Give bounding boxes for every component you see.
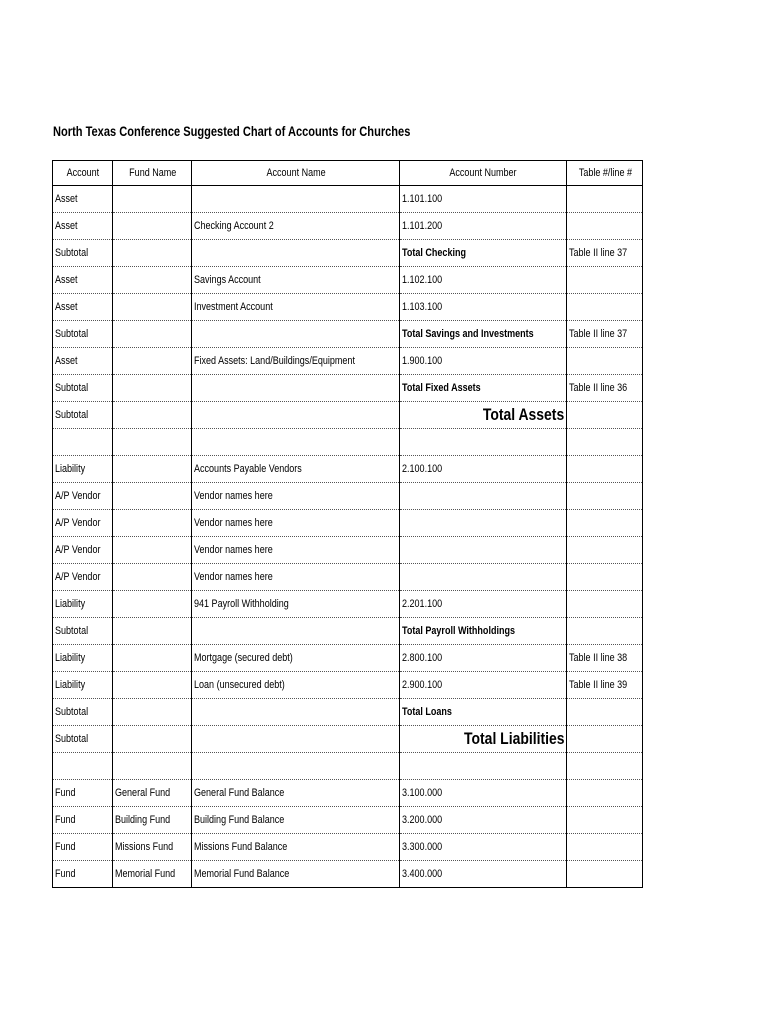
- cell-fund-name[interactable]: [113, 321, 192, 348]
- cell-account-name[interactable]: Checking Account 2: [192, 213, 400, 240]
- table-row: [53, 483, 643, 510]
- cell-fund-name[interactable]: [113, 753, 192, 780]
- cell-account[interactable]: Subtotal: [53, 321, 113, 348]
- cell-account[interactable]: A/P Vendor: [53, 483, 113, 510]
- cell-table-line[interactable]: [567, 186, 643, 213]
- cell-fund-name[interactable]: Missions Fund: [113, 834, 192, 861]
- cell-table-line[interactable]: [567, 753, 643, 780]
- cell-account[interactable]: Fund: [53, 807, 113, 834]
- cell-table-line[interactable]: [567, 294, 643, 321]
- cell-account-name[interactable]: Vendor names here: [192, 564, 400, 591]
- cell-account[interactable]: Asset: [53, 294, 113, 321]
- cell-table-line[interactable]: [567, 591, 643, 618]
- cell-account-name[interactable]: [192, 699, 400, 726]
- cell-fund-name[interactable]: Memorial Fund: [113, 861, 192, 888]
- cell-account-name[interactable]: [192, 618, 400, 645]
- cell-account-number[interactable]: 3.300.000: [400, 834, 567, 861]
- cell-account-name[interactable]: Investment Account: [192, 294, 400, 321]
- cell-account-number[interactable]: 2.800.100: [400, 645, 567, 672]
- cell-fund-name[interactable]: [113, 483, 192, 510]
- cell-table-line[interactable]: [567, 699, 643, 726]
- cell-account[interactable]: Fund: [53, 861, 113, 888]
- cell-account-number[interactable]: [400, 510, 567, 537]
- table-row: [53, 348, 643, 375]
- cell-fund-name[interactable]: [113, 348, 192, 375]
- cell-account-name[interactable]: 941 Payroll Withholding: [192, 591, 400, 618]
- cell-account[interactable]: Asset: [53, 348, 113, 375]
- table-row: [53, 861, 643, 888]
- cell-account-number[interactable]: 2.900.100: [400, 672, 567, 699]
- cell-table-line[interactable]: [567, 267, 643, 294]
- cell-fund-name[interactable]: [113, 375, 192, 402]
- cell-account-number[interactable]: 3.100.000: [400, 780, 567, 807]
- cell-fund-name[interactable]: [113, 213, 192, 240]
- cell-account[interactable]: Asset: [53, 267, 113, 294]
- cell-account-name[interactable]: Loan (unsecured debt): [192, 672, 400, 699]
- cell-account-number[interactable]: [400, 537, 567, 564]
- cell-table-line[interactable]: [567, 564, 643, 591]
- cell-account[interactable]: Liability: [53, 645, 113, 672]
- cell-account-name[interactable]: Vendor names here: [192, 537, 400, 564]
- cell-account-name[interactable]: Memorial Fund Balance: [192, 861, 400, 888]
- table-row: [53, 294, 643, 321]
- cell-table-line[interactable]: [567, 834, 643, 861]
- cell-account-name[interactable]: [192, 186, 400, 213]
- cell-account-number[interactable]: Total Savings and Investments: [400, 321, 567, 348]
- table-row: [53, 834, 643, 861]
- table-row: [53, 537, 643, 564]
- cell-account-number[interactable]: 1.103.100: [400, 294, 567, 321]
- table-row: [53, 753, 643, 780]
- cell-account[interactable]: Asset: [53, 213, 113, 240]
- cell-account-name[interactable]: Building Fund Balance: [192, 807, 400, 834]
- table-row: [53, 375, 643, 402]
- cell-account[interactable]: Liability: [53, 672, 113, 699]
- cell-account-name[interactable]: [192, 321, 400, 348]
- cell-account-number[interactable]: 1.101.200: [400, 213, 567, 240]
- cell-account-name[interactable]: Vendor names here: [192, 483, 400, 510]
- cell-table-line[interactable]: [567, 348, 643, 375]
- table-row: [53, 240, 643, 267]
- cell-account[interactable]: [53, 753, 113, 780]
- cell-table-line[interactable]: Table II line 36: [567, 375, 643, 402]
- cell-account-number[interactable]: 2.100.100: [400, 456, 567, 483]
- cell-table-line[interactable]: Table II line 37: [567, 240, 643, 267]
- cell-account[interactable]: Fund: [53, 780, 113, 807]
- cell-fund-name[interactable]: [113, 618, 192, 645]
- cell-fund-name[interactable]: [113, 267, 192, 294]
- cell-grand-total[interactable]: Total Liabilities: [400, 726, 567, 753]
- cell-account[interactable]: Liability: [53, 456, 113, 483]
- header-row: [53, 161, 643, 186]
- cell-account-name[interactable]: General Fund Balance: [192, 780, 400, 807]
- page-title: North Texas Conference Suggested Chart of Accounts for Churches: [53, 124, 411, 139]
- table-row: [53, 591, 643, 618]
- cell-account-name[interactable]: Missions Fund Balance: [192, 834, 400, 861]
- cell-account[interactable]: Subtotal: [53, 726, 113, 753]
- cell-account[interactable]: A/P Vendor: [53, 537, 113, 564]
- cell-fund-name[interactable]: General Fund: [113, 780, 192, 807]
- cell-account-number[interactable]: [400, 429, 567, 456]
- cell-fund-name[interactable]: [113, 240, 192, 267]
- cell-table-line[interactable]: [567, 456, 643, 483]
- cell-table-line[interactable]: Table II line 39: [567, 672, 643, 699]
- table-row: [53, 618, 643, 645]
- cell-account-name[interactable]: [192, 375, 400, 402]
- cell-account-number[interactable]: 2.201.100: [400, 591, 567, 618]
- cell-account-name[interactable]: [192, 726, 400, 753]
- cell-fund-name[interactable]: [113, 294, 192, 321]
- cell-table-line[interactable]: [567, 402, 643, 429]
- cell-account[interactable]: Asset: [53, 186, 113, 213]
- cell-table-line[interactable]: [567, 483, 643, 510]
- table-row: [53, 780, 643, 807]
- cell-account-name[interactable]: [192, 429, 400, 456]
- cell-account[interactable]: Fund: [53, 834, 113, 861]
- table-row: [53, 186, 643, 213]
- header-account-number: Account Number: [400, 161, 567, 186]
- cell-table-line[interactable]: [567, 429, 643, 456]
- cell-account-name[interactable]: Accounts Payable Vendors: [192, 456, 400, 483]
- cell-table-line[interactable]: [567, 618, 643, 645]
- cell-account[interactable]: Subtotal: [53, 375, 113, 402]
- table-row: [53, 672, 643, 699]
- cell-table-line[interactable]: [567, 861, 643, 888]
- header-account: Account: [53, 161, 113, 186]
- cell-fund-name[interactable]: [113, 726, 192, 753]
- cell-account-number[interactable]: [400, 753, 567, 780]
- cell-account[interactable]: [53, 429, 113, 456]
- table-row: [53, 807, 643, 834]
- cell-account[interactable]: Liability: [53, 591, 113, 618]
- cell-account-number[interactable]: 3.400.000: [400, 861, 567, 888]
- table-row: [53, 564, 643, 591]
- cell-fund-name[interactable]: [113, 591, 192, 618]
- cell-account-number[interactable]: Total Fixed Assets: [400, 375, 567, 402]
- cell-account[interactable]: Subtotal: [53, 240, 113, 267]
- cell-fund-name[interactable]: [113, 402, 192, 429]
- cell-account-number[interactable]: [400, 564, 567, 591]
- cell-table-line[interactable]: [567, 780, 643, 807]
- cell-fund-name[interactable]: [113, 510, 192, 537]
- cell-account-name[interactable]: Mortgage (secured debt): [192, 645, 400, 672]
- cell-account-number[interactable]: 1.900.100: [400, 348, 567, 375]
- cell-account-number[interactable]: 1.101.100: [400, 186, 567, 213]
- cell-account-name[interactable]: [192, 402, 400, 429]
- header-account-name: Account Name: [192, 161, 400, 186]
- chart-of-accounts-table: [52, 160, 643, 888]
- header-table-line: Table #/line #: [567, 161, 643, 186]
- table-row: [53, 456, 643, 483]
- cell-account-number[interactable]: 3.200.000: [400, 807, 567, 834]
- cell-table-line[interactable]: Table II line 38: [567, 645, 643, 672]
- cell-table-line[interactable]: [567, 807, 643, 834]
- cell-account[interactable]: Subtotal: [53, 699, 113, 726]
- cell-account-number[interactable]: Total Loans: [400, 699, 567, 726]
- cell-table-line[interactable]: [567, 213, 643, 240]
- cell-fund-name[interactable]: [113, 645, 192, 672]
- cell-account[interactable]: A/P Vendor: [53, 564, 113, 591]
- cell-account[interactable]: Subtotal: [53, 618, 113, 645]
- cell-table-line[interactable]: Table II line 37: [567, 321, 643, 348]
- cell-fund-name[interactable]: [113, 429, 192, 456]
- cell-grand-total[interactable]: Total Assets: [400, 402, 567, 429]
- cell-account-number[interactable]: Total Payroll Withholdings: [400, 618, 567, 645]
- cell-account[interactable]: A/P Vendor: [53, 510, 113, 537]
- cell-account-name[interactable]: [192, 753, 400, 780]
- cell-table-line[interactable]: [567, 510, 643, 537]
- cell-account-number[interactable]: Total Checking: [400, 240, 567, 267]
- cell-table-line[interactable]: [567, 537, 643, 564]
- cell-account[interactable]: Subtotal: [53, 402, 113, 429]
- table-row: [53, 402, 643, 429]
- table-row: [53, 213, 643, 240]
- cell-account-name[interactable]: Fixed Assets: Land/Buildings/Equipment: [192, 348, 400, 375]
- cell-fund-name[interactable]: [113, 564, 192, 591]
- table-row: [53, 321, 643, 348]
- table-row: [53, 429, 643, 456]
- table-row: [53, 726, 643, 753]
- cell-fund-name[interactable]: Building Fund: [113, 807, 192, 834]
- cell-account-name[interactable]: [192, 240, 400, 267]
- cell-fund-name[interactable]: [113, 186, 192, 213]
- cell-fund-name[interactable]: [113, 537, 192, 564]
- cell-fund-name[interactable]: [113, 672, 192, 699]
- header-fund-name: Fund Name: [113, 161, 192, 186]
- cell-table-line[interactable]: [567, 726, 643, 753]
- table-row: [53, 699, 643, 726]
- table-row: [53, 267, 643, 294]
- cell-fund-name[interactable]: [113, 456, 192, 483]
- cell-account-name[interactable]: Savings Account: [192, 267, 400, 294]
- table-row: [53, 510, 643, 537]
- cell-account-name[interactable]: Vendor names here: [192, 510, 400, 537]
- table-row: [53, 645, 643, 672]
- cell-fund-name[interactable]: [113, 699, 192, 726]
- cell-account-number[interactable]: [400, 483, 567, 510]
- cell-account-number[interactable]: 1.102.100: [400, 267, 567, 294]
